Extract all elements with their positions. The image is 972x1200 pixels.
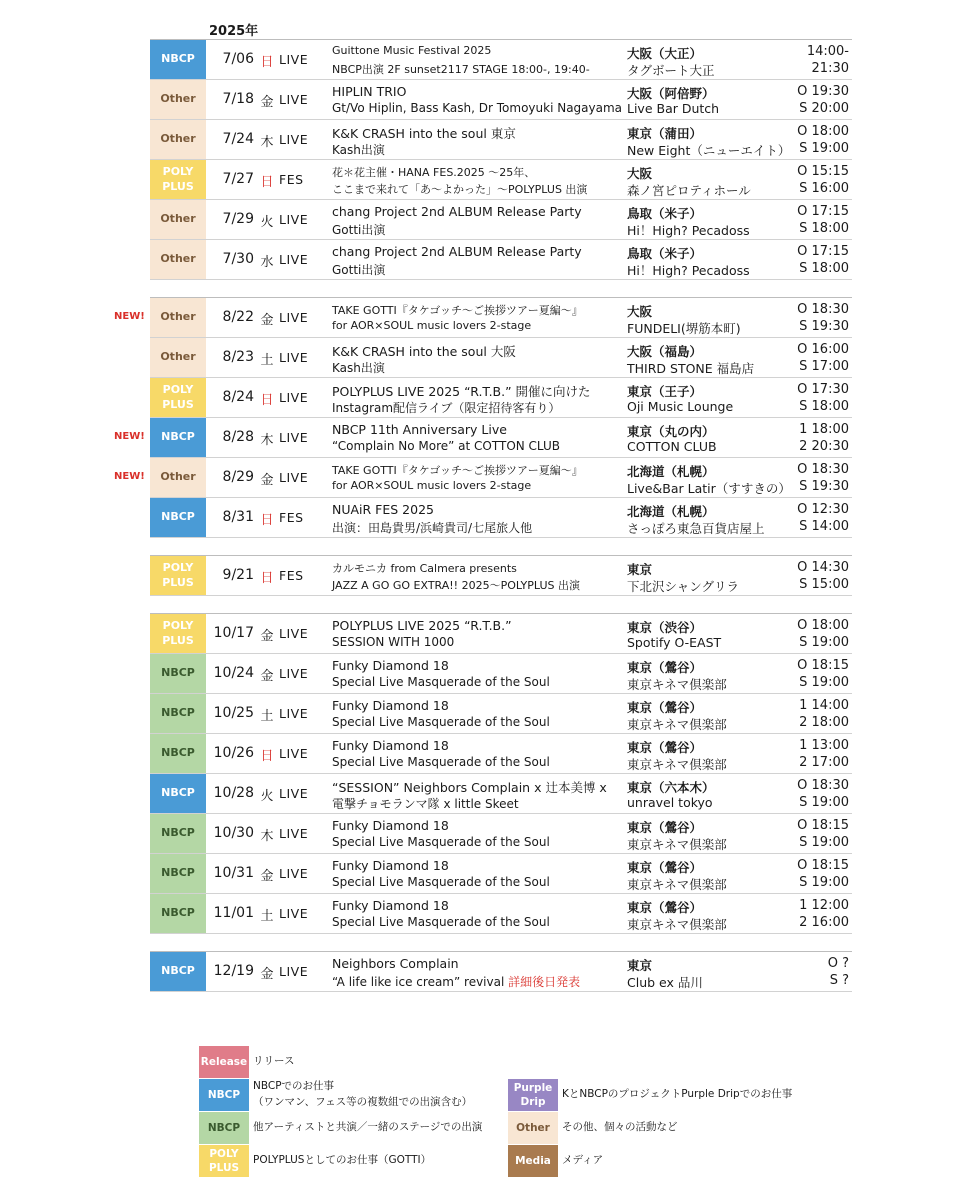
open-time: O 17:15 [797, 204, 849, 219]
event-date: 9/21 [222, 567, 254, 583]
event-date: 7/18 [222, 91, 254, 107]
venue-area: 東京（蒲田） [627, 126, 703, 141]
category-badge: NBCP [150, 814, 206, 853]
event-weekday: 木 [260, 135, 274, 150]
open-time: O 19:30 [797, 84, 849, 99]
event-title: Funky Diamond 18 [332, 658, 449, 673]
category-badge: Other [150, 80, 206, 119]
event-subtitle: Special Live Masquerade of the Soul [332, 675, 550, 689]
event-subtitle: NBCP出演 2F sunset2117 STAGE 18:00-, 19:40- [332, 63, 590, 76]
event-type: LIVE [279, 706, 309, 721]
category-badge: POLY PLUS [150, 160, 206, 199]
category-badge: NBCP [150, 654, 206, 693]
category-badge: NBCP [150, 694, 206, 733]
event-weekday: 金 [260, 629, 274, 644]
open-time: O 12:30 [797, 502, 849, 517]
event-type: FES [279, 510, 304, 525]
event-subtitle: for AOR×SOUL music lovers 2-stage [332, 319, 532, 332]
venue-area: 東京 [627, 958, 653, 973]
start-time: 21:30 [811, 61, 849, 76]
event-title: chang Project 2nd ALBUM Release Party [332, 204, 582, 219]
venue-name: unravel tokyo [627, 795, 713, 810]
event-date: 8/31 [222, 509, 254, 525]
category-badge: Other [150, 240, 206, 279]
category-badge: Other [150, 298, 206, 337]
event-row [114, 458, 852, 498]
event-date: 10/28 [213, 785, 254, 801]
event-row [150, 894, 852, 934]
venue-name: Live Bar Dutch [627, 101, 720, 116]
event-note: 詳細後日発表 [508, 975, 581, 989]
event-title: Funky Diamond 18 [332, 818, 449, 833]
venue-name: 東京キネマ倶楽部 [627, 677, 727, 692]
event-type: LIVE [279, 310, 309, 325]
event-title: TAKE GOTTI『タケゴッチ〜ご挨拶ツアー夏編〜』 [332, 464, 583, 477]
venue-area: 東京（六本木） [627, 780, 715, 795]
venue-area: 東京（王子） [627, 384, 703, 399]
category-badge: NBCP [150, 894, 206, 933]
category-badge: Other [150, 458, 206, 497]
new-tag: NEW! [114, 431, 145, 442]
event-title: Funky Diamond 18 [332, 858, 449, 873]
event-weekday: 日 [260, 175, 274, 190]
event-title: K&K CRASH into the soul 大阪 [332, 344, 516, 359]
event-title: NUAiR FES 2025 [332, 502, 434, 517]
venue-name: 森ノ宮ピロティホール [627, 183, 751, 198]
start-time: S 19:00 [799, 675, 849, 690]
event-type: LIVE [279, 826, 309, 841]
category-badge: Other [150, 200, 206, 239]
event-date: 10/31 [213, 865, 254, 881]
event-subtitle: Kash出演 [332, 361, 385, 375]
event-date: 8/28 [222, 429, 254, 445]
event-type: LIVE [279, 666, 309, 681]
event-date: 7/27 [222, 171, 254, 187]
category-badge: NBCP [150, 952, 206, 991]
venue-name: New Eight（ニューエイト） [627, 143, 791, 158]
event-type: LIVE [279, 786, 309, 801]
event-subtitle: JAZZ A GO GO EXTRA!! 2025〜POLYPLUS 出演 [332, 579, 580, 592]
open-time: O 18:30 [797, 302, 849, 317]
venue-area: 大阪（大正） [627, 46, 703, 61]
event-row [150, 378, 852, 418]
venue-area: 東京（丸の内） [627, 424, 715, 439]
event-row [150, 952, 852, 992]
event-date: 10/24 [213, 665, 254, 681]
schedule-group [150, 555, 852, 596]
legend-badge: POLY PLUS [199, 1145, 249, 1177]
event-date: 10/17 [213, 625, 254, 641]
legend [199, 1046, 819, 1176]
event-weekday: 金 [260, 669, 274, 684]
event-weekday: 土 [260, 353, 274, 368]
event-type: FES [279, 172, 304, 187]
start-time: S ? [829, 973, 849, 988]
category-badge: NBCP [150, 734, 206, 773]
event-type: LIVE [279, 626, 309, 641]
event-date: 8/29 [222, 469, 254, 485]
start-time: S 15:00 [799, 577, 849, 592]
event-weekday: 日 [260, 571, 274, 586]
event-weekday: 火 [260, 789, 274, 804]
event-weekday: 日 [260, 513, 274, 528]
schedule-group [150, 951, 852, 992]
schedule-group [150, 39, 852, 280]
open-time: 1 13:00 [799, 738, 849, 753]
event-type: LIVE [279, 252, 309, 267]
event-date: 8/23 [222, 349, 254, 365]
event-type: LIVE [279, 866, 309, 881]
venue-name: FUNDELI(堺筋本町) [627, 321, 741, 336]
event-row [150, 160, 852, 200]
event-subtitle: Special Live Masquerade of the Soul [332, 755, 550, 769]
event-row [150, 338, 852, 378]
legend-label: その他、個々の活動など [562, 1121, 678, 1134]
event-subtitle: “A life like ice cream” revival 詳細後日発表 [332, 975, 581, 989]
legend-badge: Purple Drip [508, 1079, 558, 1111]
venue-name: さっぽろ東急百貨店屋上 [627, 521, 765, 536]
open-time: O 18:30 [797, 462, 849, 477]
event-row [150, 694, 852, 734]
event-title: POLYPLUS LIVE 2025 “R.T.B.” 開催に向けた [332, 384, 591, 399]
open-time: O 18:30 [797, 778, 849, 793]
venue-area: 大阪（福島） [627, 344, 703, 359]
event-row [150, 240, 852, 280]
event-weekday: 日 [260, 393, 274, 408]
start-time: S 19:00 [799, 875, 849, 890]
venue-name: 東京キネマ倶楽部 [627, 717, 727, 732]
event-subtitle: Kash出演 [332, 143, 385, 157]
event-subtitle: Special Live Masquerade of the Soul [332, 835, 550, 849]
category-badge: POLY PLUS [150, 614, 206, 653]
open-time: 1 18:00 [799, 422, 849, 437]
event-subtitle: Special Live Masquerade of the Soul [332, 915, 550, 929]
event-title: HIPLIN TRIO [332, 84, 407, 99]
venue-area: 大阪 [627, 304, 653, 319]
event-row [114, 298, 852, 338]
open-time: O 18:00 [797, 618, 849, 633]
event-row [150, 120, 852, 160]
category-badge: Other [150, 120, 206, 159]
event-subtitle: 電撃チョモランマ隊 x little Skeet [332, 797, 519, 811]
event-weekday: 木 [260, 829, 274, 844]
start-time: S 19:00 [799, 141, 849, 156]
event-weekday: 金 [260, 313, 274, 328]
open-time: O 14:30 [797, 560, 849, 575]
venue-name: 東京キネマ倶楽部 [627, 757, 727, 772]
event-subtitle: 出演：田島貴男/浜崎貴司/七尾旅人他 [332, 521, 533, 535]
venue-area: 北海道（札幌） [627, 504, 715, 519]
legend-label: メディア [562, 1154, 604, 1167]
event-title: “SESSION” Neighbors Complain x 辻本美博 x [332, 780, 607, 795]
event-weekday: 金 [260, 967, 274, 982]
event-subtitle: Special Live Masquerade of the Soul [332, 715, 550, 729]
event-subtitle: Special Live Masquerade of the Soul [332, 875, 550, 889]
open-time: O 18:15 [797, 818, 849, 833]
event-type: LIVE [279, 746, 309, 761]
start-time: 2 20:30 [799, 439, 849, 454]
venue-area: 東京 [627, 562, 653, 577]
event-type: LIVE [279, 92, 309, 107]
event-type: LIVE [279, 430, 309, 445]
venue-name: COTTON CLUB [627, 439, 717, 454]
event-row [150, 498, 852, 538]
schedule-table [114, 39, 852, 1009]
event-subtitle: ここまで来れて「あ〜よかった」〜POLYPLUS 出演 [332, 183, 588, 196]
venue-name: Spotify O-EAST [627, 635, 722, 650]
event-row [150, 734, 852, 774]
schedule-group [114, 297, 852, 538]
legend-badge: Other [508, 1112, 558, 1144]
legend-badge: NBCP [199, 1079, 249, 1111]
start-time: S 19:00 [799, 795, 849, 810]
venue-name: Live&Bar Latir（すすきの） [627, 481, 791, 496]
venue-name: タグボート大正 [627, 63, 715, 78]
event-row [150, 854, 852, 894]
event-type: LIVE [279, 212, 309, 227]
start-time: S 19:00 [799, 635, 849, 650]
category-badge: NBCP [150, 498, 206, 537]
event-type: LIVE [279, 964, 309, 979]
event-row [114, 418, 852, 458]
event-type: LIVE [279, 470, 309, 485]
category-badge: Other [150, 338, 206, 377]
event-title: chang Project 2nd ALBUM Release Party [332, 244, 582, 259]
start-time: S 16:00 [799, 181, 849, 196]
event-weekday: 金 [260, 473, 274, 488]
event-date: 7/06 [222, 51, 254, 67]
category-badge: NBCP [150, 40, 206, 79]
start-time: S 19:30 [799, 319, 849, 334]
event-title: TAKE GOTTI『タケゴッチ〜ご挨拶ツアー夏編〜』 [332, 304, 583, 317]
event-date: 7/29 [222, 211, 254, 227]
event-weekday: 木 [260, 433, 274, 448]
venue-name: 下北沢シャングリラ [627, 579, 740, 594]
open-time: O 18:15 [797, 658, 849, 673]
venue-name: Hi！High? Pecadoss [627, 263, 750, 278]
legend-label: KとNBCPのプロジェクトPurple Dripでのお仕事 [562, 1088, 793, 1101]
open-time: O 15:15 [797, 164, 849, 179]
event-weekday: 日 [260, 749, 274, 764]
event-subtitle: Gotti出演 [332, 263, 386, 277]
venue-name: Hi！High? Pecadoss [627, 223, 750, 238]
event-date: 7/24 [222, 131, 254, 147]
legend-badge: Release [199, 1046, 249, 1078]
venue-name: 東京キネマ倶楽部 [627, 917, 727, 932]
start-time: S 19:30 [799, 479, 849, 494]
start-time: S 14:00 [799, 519, 849, 534]
open-time: 1 12:00 [799, 898, 849, 913]
venue-area: 東京（鶯谷） [627, 820, 703, 835]
event-weekday: 土 [260, 709, 274, 724]
new-tag: NEW! [114, 471, 145, 482]
event-date: 11/01 [213, 905, 254, 921]
event-subtitle: “Complain No More” at COTTON CLUB [332, 439, 561, 453]
venue-area: 鳥取（米子） [627, 246, 703, 261]
legend-label: NBCPでのお仕事 （ワンマン、フェス等の複数組での出演含む） [253, 1080, 473, 1108]
event-subtitle: SESSION WITH 1000 [332, 635, 455, 649]
venue-area: 鳥取（米子） [627, 206, 703, 221]
legend-label: 他アーティストと共演／一緒のステージでの出演 [253, 1121, 483, 1134]
start-time: S 19:00 [799, 835, 849, 850]
category-badge: POLY PLUS [150, 378, 206, 417]
event-date: 8/22 [222, 309, 254, 325]
start-time: S 18:00 [799, 399, 849, 414]
event-title: POLYPLUS LIVE 2025 “R.T.B.” [332, 618, 512, 633]
venue-area: 大阪 [627, 166, 653, 181]
open-time: O 18:00 [797, 124, 849, 139]
open-time: 14:00- [806, 44, 849, 59]
open-time: O 17:15 [797, 244, 849, 259]
legend-label: POLYPLUSとしてのお仕事（GOTTI） [253, 1154, 432, 1167]
legend-label: リリース [253, 1055, 295, 1068]
venue-name: 東京キネマ倶楽部 [627, 877, 727, 892]
schedule-group [150, 613, 852, 934]
event-weekday: 水 [260, 255, 274, 270]
event-date: 10/30 [213, 825, 254, 841]
event-row [150, 614, 852, 654]
venue-name: 東京キネマ倶楽部 [627, 837, 727, 852]
venue-area: 東京（鶯谷） [627, 900, 703, 915]
legend-badge: NBCP [199, 1112, 249, 1144]
start-time: S 18:00 [799, 261, 849, 276]
venue-area: 大阪（阿倍野） [627, 86, 715, 101]
event-title: Neighbors Complain [332, 956, 459, 971]
open-time: O ? [827, 956, 849, 971]
event-subtitle: Instagram配信ライブ（限定招待客有り） [332, 401, 561, 415]
start-time: 2 18:00 [799, 715, 849, 730]
event-type: LIVE [279, 906, 309, 921]
legend-badge: Media [508, 1145, 558, 1177]
event-title: カルモニカ from Calmera presents [332, 562, 517, 575]
event-title: K&K CRASH into the soul 東京 [332, 126, 516, 141]
category-badge: NBCP [150, 418, 206, 457]
venue-area: 東京（渋谷） [627, 620, 703, 635]
event-subtitle: for AOR×SOUL music lovers 2-stage [332, 479, 532, 492]
venue-name: Oji Music Lounge [627, 399, 734, 414]
event-type: FES [279, 568, 304, 583]
category-badge: NBCP [150, 854, 206, 893]
event-date: 10/26 [213, 745, 254, 761]
event-row [150, 80, 852, 120]
start-time: S 18:00 [799, 221, 849, 236]
event-date: 12/19 [213, 963, 254, 979]
event-subtitle: Gotti出演 [332, 223, 386, 237]
year-heading: 2025年 [209, 24, 259, 39]
start-time: S 17:00 [799, 359, 849, 374]
event-title: 花＊花主催・HANA FES.2025 ～25年、 [332, 166, 536, 179]
open-time: O 17:30 [797, 382, 849, 397]
new-tag: NEW! [114, 311, 145, 322]
event-title: Funky Diamond 18 [332, 898, 449, 913]
venue-area: 東京（鶯谷） [627, 660, 703, 675]
event-type: LIVE [279, 350, 309, 365]
event-row [150, 40, 852, 80]
event-type: LIVE [279, 52, 309, 67]
event-row [150, 200, 852, 240]
open-time: O 18:15 [797, 858, 849, 873]
event-weekday: 金 [260, 869, 274, 884]
event-date: 7/30 [222, 251, 254, 267]
event-weekday: 土 [260, 909, 274, 924]
event-row [150, 774, 852, 814]
event-title: Funky Diamond 18 [332, 738, 449, 753]
category-badge: NBCP [150, 774, 206, 813]
start-time: S 20:00 [799, 101, 849, 116]
event-type: LIVE [279, 132, 309, 147]
event-weekday: 火 [260, 215, 274, 230]
venue-name: Club ex 品川 [627, 975, 703, 990]
start-time: 2 17:00 [799, 755, 849, 770]
event-row [150, 814, 852, 854]
open-time: 1 14:00 [799, 698, 849, 713]
venue-area: 北海道（札幌） [627, 464, 715, 479]
venue-name: THIRD STONE 福島店 [627, 361, 755, 376]
venue-area: 東京（鶯谷） [627, 860, 703, 875]
event-weekday: 金 [260, 95, 274, 110]
event-weekday: 日 [260, 55, 274, 70]
venue-area: 東京（鶯谷） [627, 740, 703, 755]
event-row [150, 556, 852, 596]
event-title: NBCP 11th Anniversary Live [332, 422, 507, 437]
start-time: 2 16:00 [799, 915, 849, 930]
event-type: LIVE [279, 390, 309, 405]
event-date: 10/25 [213, 705, 254, 721]
event-title: Guittone Music Festival 2025 [332, 44, 492, 57]
event-date: 8/24 [222, 389, 254, 405]
event-title: Funky Diamond 18 [332, 698, 449, 713]
event-subtitle: Gt/Vo Hiplin, Bass Kash, Dr Tomoyuki Nagayama [332, 101, 623, 115]
category-badge: POLY PLUS [150, 556, 206, 595]
event-row [150, 654, 852, 694]
open-time: O 16:00 [797, 342, 849, 357]
venue-area: 東京（鶯谷） [627, 700, 703, 715]
